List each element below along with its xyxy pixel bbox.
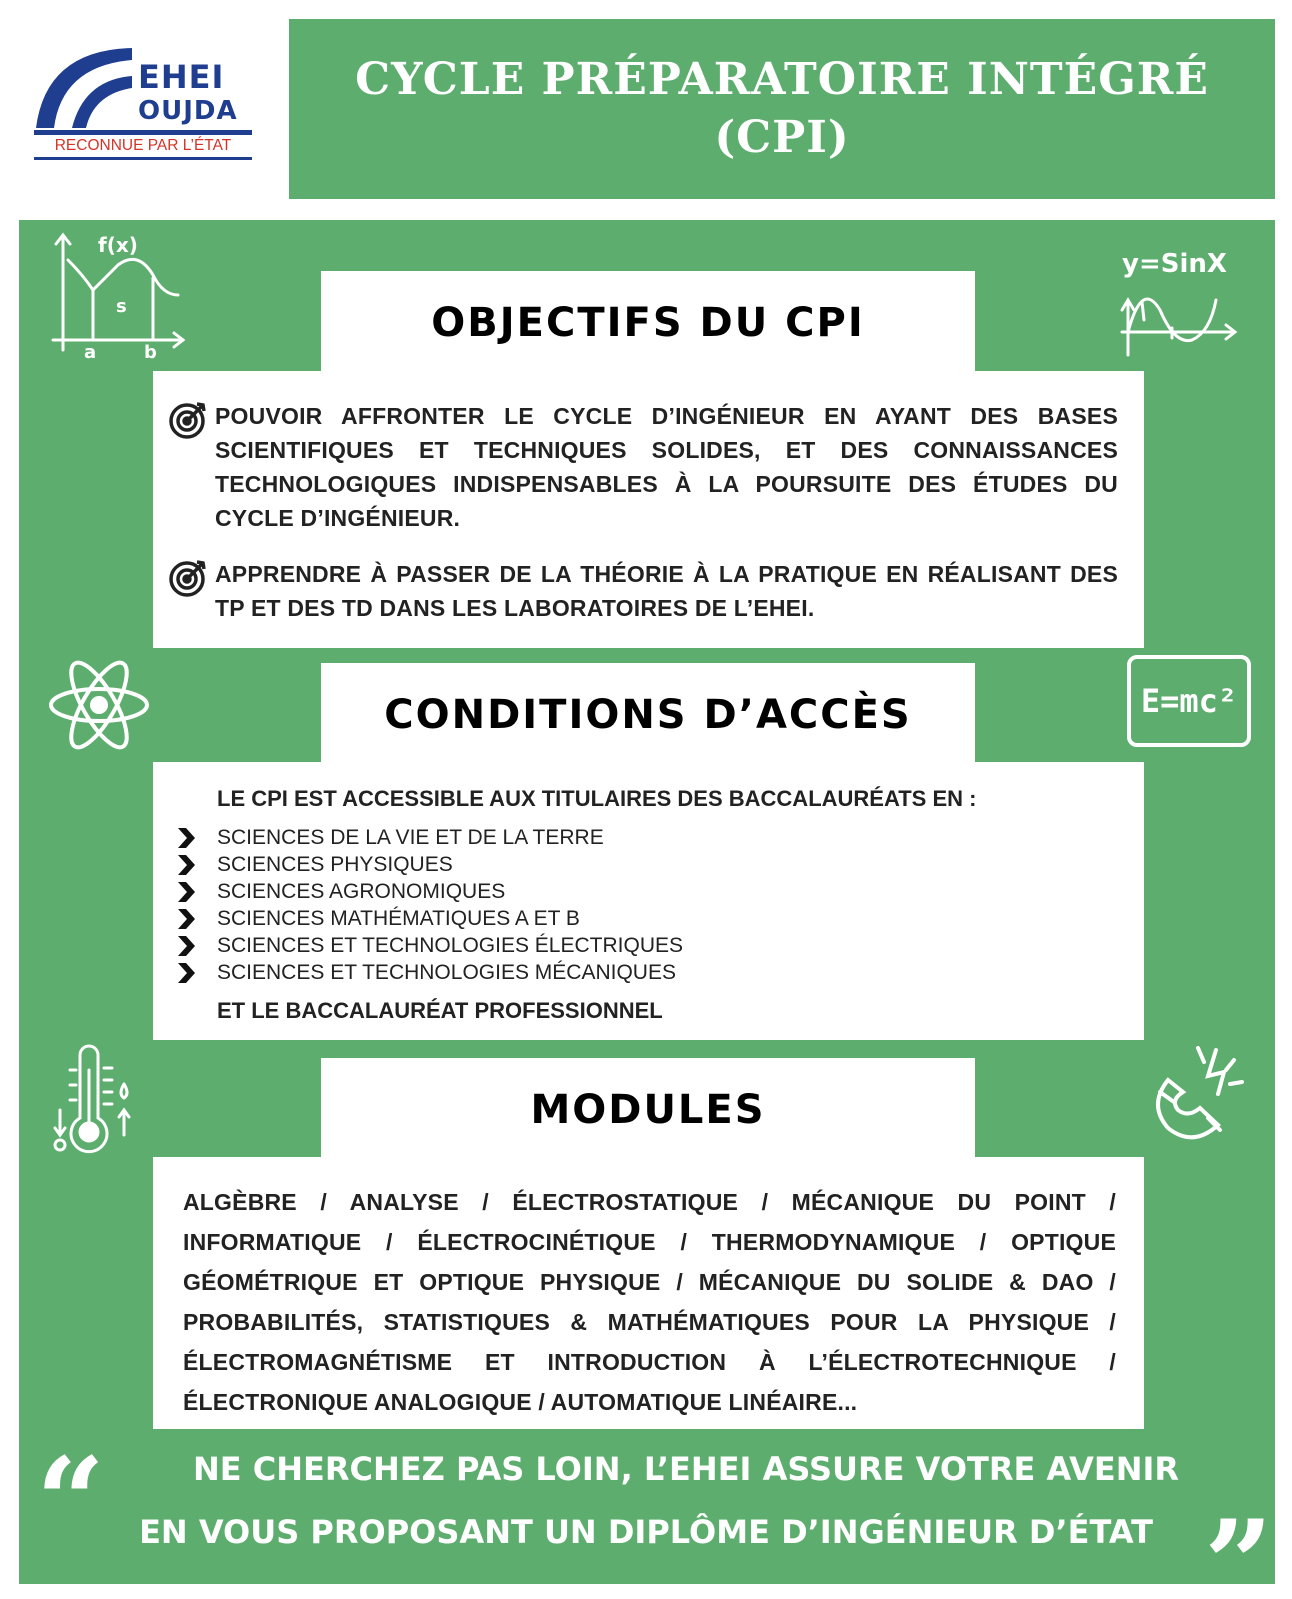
conditions-box [153, 762, 1144, 1040]
sine-wave-icon [1120, 240, 1250, 370]
chevron-right-icon [175, 881, 197, 903]
logo-tagline: RECONNUE PAR L’ÉTAT [34, 130, 252, 160]
list-item [217, 824, 1104, 851]
page-title-line2: (CPI) [714, 112, 850, 163]
fx-label: f(x) [98, 233, 138, 257]
chevron-right-icon [175, 935, 197, 957]
magnet-icon [1138, 1030, 1258, 1150]
section-title-conditions: CONDITIONS D’ACCÈS [321, 663, 975, 767]
conditions-lead: LE CPI EST ACCESSIBLE AUX TITULAIRES DES BACCALAURÉATS EN : [217, 786, 977, 811]
modules-box [153, 1157, 1144, 1429]
list-item [217, 878, 1104, 905]
list-item-label: SCIENCES MATHÉMATIQUES A ET B [217, 907, 580, 930]
function-graph-icon [48, 230, 188, 360]
list-item-label: SCIENCES AGRONOMIQUES [217, 880, 506, 903]
conditions-tail: ET LE BACCALAURÉAT PROFESSIONNEL [217, 998, 663, 1023]
modules-text: ALGÈBRE / ANALYSE / ÉLECTROSTATIQUE / MÉCANIQUE DU POINT / INFORMATIQUE / ÉLECTROCINÉTIQUE / THERMODYNAMIQUE / OPTIQUE GÉOMÉTRIQUE ET OPTIQUE PHYSIQUE / MÉCANIQUE DU SOLIDE & DAO / PROBABILITÉS, STATISTIQUES & MATHÉMATIQUES POUR LA PHYSIQUE / ÉLECTROMAGNÉTISME ET INTRODUCTION À L’ÉLECTROTECHNIQUE / ÉLECTRONIQUE ANALOGIQUE / AUTOMATIQUE LINÉAIRE... [183, 1189, 1116, 1415]
quote-line-2: EN VOUS PROPOSANT UN DIPLÔME D’INGÉNIEUR D’ÉTAT [139, 1513, 1153, 1551]
quote-close-icon: ” [1204, 1494, 1274, 1599]
objective-item [215, 399, 1118, 535]
chevron-right-icon [175, 908, 197, 930]
logo [30, 40, 260, 170]
chevron-right-icon [175, 962, 197, 984]
list-item-label: SCIENCES PHYSIQUES [217, 853, 453, 876]
page-title-line1: CYCLE PRÉPARATOIRE INTÉGRÉ [355, 54, 1209, 105]
sine-label: y=SinX [1122, 249, 1227, 279]
emc2-label: E=mc² [1140, 682, 1238, 720]
emc2-icon [1127, 655, 1251, 747]
logo-name-line1: EHEI [138, 58, 225, 96]
objective-text-1: POUVOIR AFFRONTER LE CYCLE D’INGÉNIEUR EN AYANT DES BASES SCIENTIFIQUES ET TECHNIQUES SOLIDES, ET DES CONNAISSANCES TECHNOLOGIQUES INDISPENSABLES À LA POURSUITE DES ÉTUDES DU CYCLE D’INGÉNIEUR. [215, 403, 1118, 531]
objectifs-box [153, 371, 1144, 648]
section-title-objectifs: OBJECTIFS DU CPI [321, 271, 975, 375]
quote-line-1: NE CHERCHEZ PAS LOIN, L’EHEI ASSURE VOTRE AVENIR [192, 1450, 1180, 1488]
quote-open-icon: “ [36, 1431, 106, 1572]
thermometer-icon [48, 1040, 138, 1160]
chevron-right-icon [175, 854, 197, 876]
section-title-modules: MODULES [321, 1058, 975, 1162]
fx-a-label: a [84, 342, 97, 360]
list-item-label: SCIENCES DE LA VIE ET DE LA TERRE [217, 826, 604, 849]
logo-name-line2: OUJDA [138, 96, 238, 126]
objective-item [215, 557, 1118, 625]
list-item [217, 905, 1104, 932]
chevron-right-icon [175, 827, 197, 849]
atom-icon [44, 650, 154, 760]
target-icon [167, 559, 207, 599]
list-item-label: SCIENCES ET TECHNOLOGIES MÉCANIQUES [217, 961, 676, 984]
list-item [217, 851, 1104, 878]
logo-arch-icon [32, 40, 142, 130]
list-item [217, 959, 1104, 986]
bac-list [217, 824, 1104, 986]
list-item-label: SCIENCES ET TECHNOLOGIES ÉLECTRIQUES [217, 934, 683, 957]
fx-b-label: b [144, 342, 157, 360]
list-item [217, 932, 1104, 959]
target-icon [167, 401, 207, 441]
page-header [289, 19, 1275, 199]
objective-text-2: APPRENDRE À PASSER DE LA THÉORIE À LA PRATIQUE EN RÉALISANT DES TP ET DES TD DANS LES LABORATOIRES DE L’EHEI. [215, 561, 1118, 621]
fx-s-label: s [116, 296, 127, 317]
